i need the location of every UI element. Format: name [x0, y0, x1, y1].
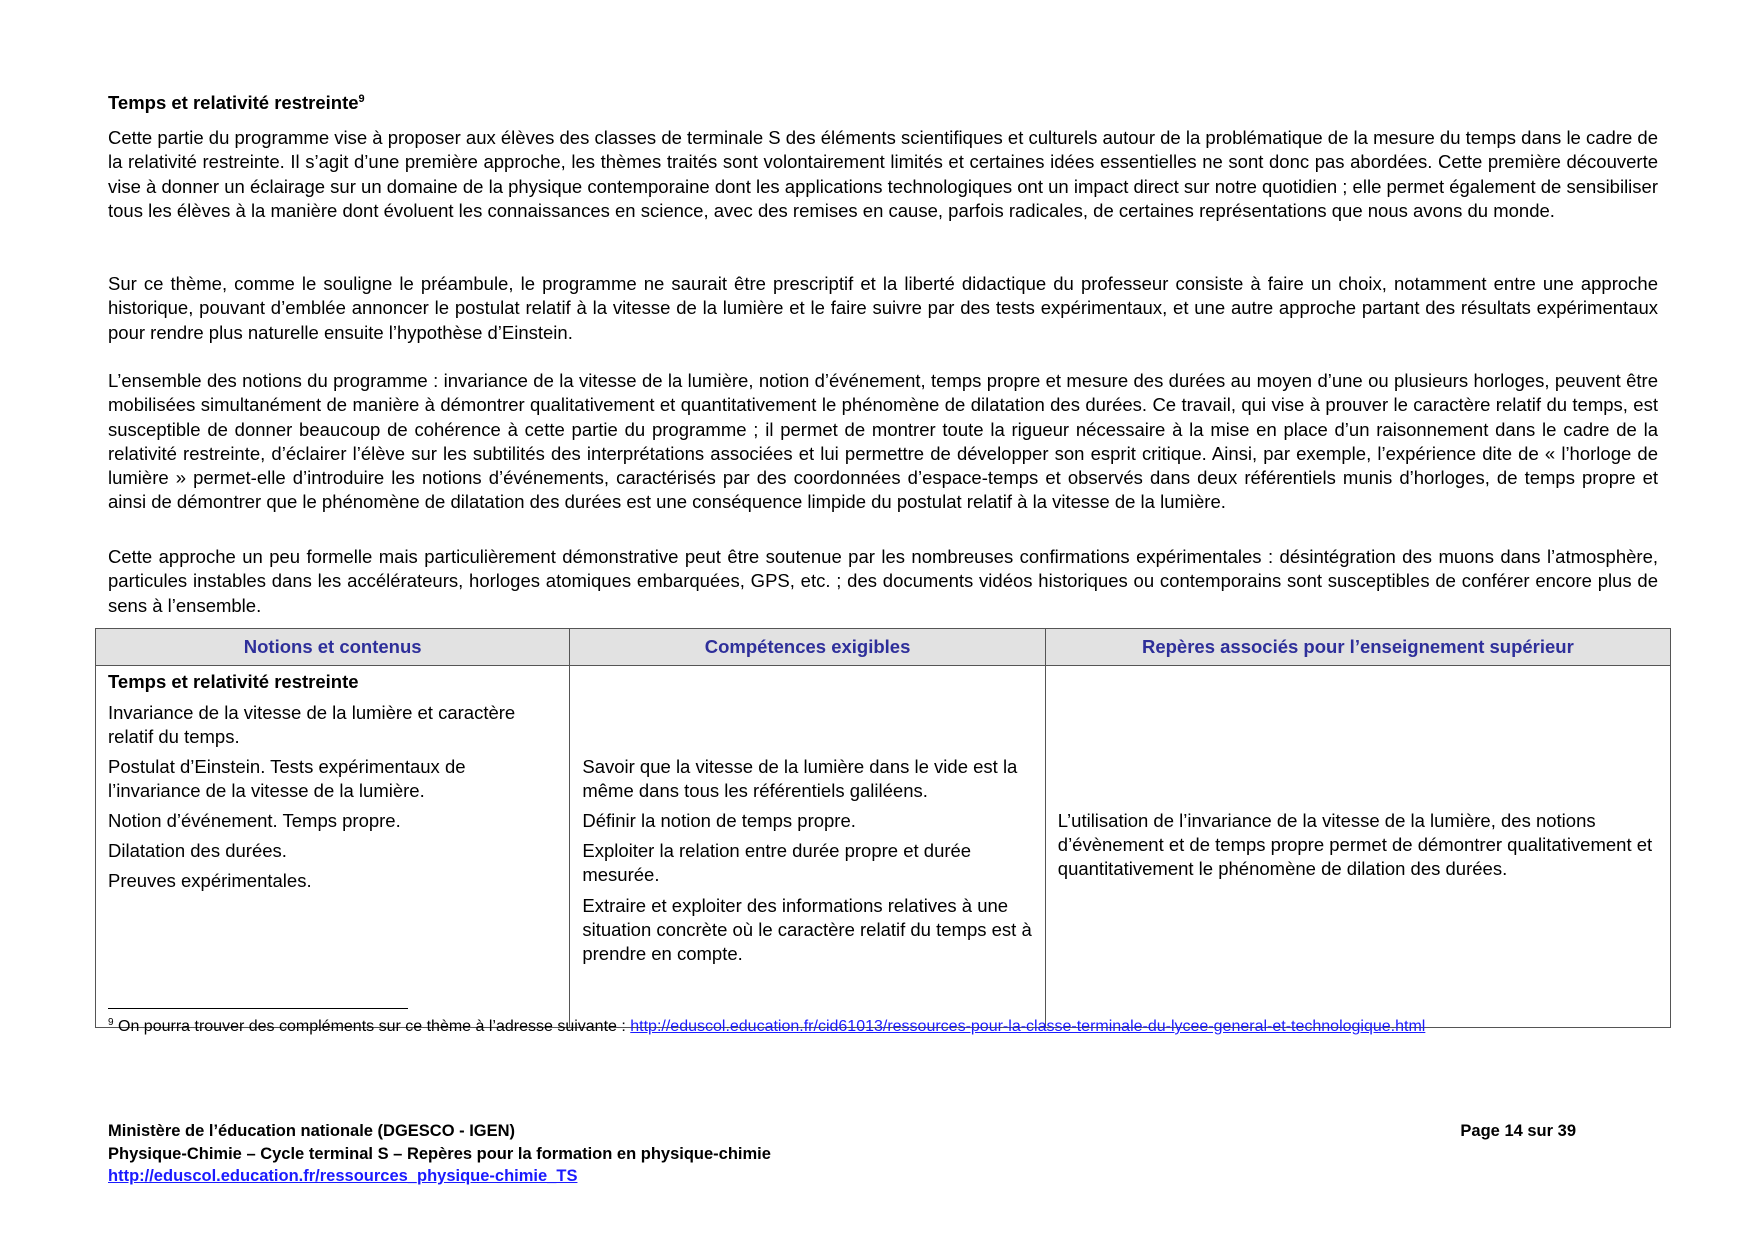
header-notions: Notions et contenus [96, 629, 570, 666]
notions-heading: Temps et relativité restreinte [108, 671, 359, 692]
footer-link[interactable]: http://eduscol.education.fr/ressources_physique-chimie_TS [108, 1167, 578, 1185]
paragraph-approach: Sur ce thème, comme le souligne le préambule, le programme ne saurait être prescriptif et la liberté didactique du professeur consiste à faire un choix, notamment entre une approche historique, pouvant d’emblée annoncer le postulat relatif à la vitesse de la lumière et le faire suivre par des tests expérimentaux, et une autre approche partant des résultats expérimentaux pour rendre plus naturelle ensuite l’hypothèse d’Einstein. [108, 273, 1658, 343]
page-footer [108, 1120, 771, 1188]
header-competences: Compétences exigibles [570, 629, 1045, 666]
paragraph-notions: L’ensemble des notions du programme : invariance de la vitesse de la lumière, notion d’événement, temps propre et mesure des durées au moyen d’une ou plusieurs horloges, peuvent être mobilisées simultanément de manière à démontrer qualitativement et quantitativement le phénomène de dilatation des durées. Ce travail, qui vise à prouver le caractère relatif du temps, est susceptible de donner beaucoup de cohérence à cette partie du programme ; il permet de montrer toute la rigueur nécessaire à la mise en place d’un raisonnement dans le cadre de la relativité restreinte, d’éclairer l’élève sur les subtilités des interprétations associées et lui permettre de développer son esprit critique. Ainsi, par exemple, l’expérience dite de « l’horloge de lumière » permet-elle d’introduire les notions d’événements, caractérisés par des coordonnées d’espace-temps et observés dans deux référentiels munis d’horloges, de temps propre et ainsi de démontrer que le phénomène de dilatation des durées est une conséquence limpide du postulat relatif à la vitesse de la lumière. [108, 370, 1658, 513]
footnote-number: 9 [108, 1017, 114, 1028]
program-table [95, 628, 1671, 1028]
footnote-reference[interactable]: 9 [358, 93, 365, 105]
section-title-text: Temps et relativité restreinte [108, 92, 359, 113]
cell-reperes [1045, 666, 1670, 1028]
competence-item: Définir la notion de temps propre. [582, 810, 856, 831]
competence-item: Extraire et exploiter des informations relatives à une situation concrète où le caractère relatif du temps est à prendre en compte. [582, 895, 1032, 964]
paragraph-confirmations: Cette approche un peu formelle mais particulièrement démonstrative peut être soutenue par les nombreuses confirmations expérimentales : désintégration des muons dans l’atmosphère, particules instables dans les accélérateurs, horloges atomiques embarquées, GPS, etc. ; des documents vidéos historiques ou contemporains sont susceptibles de conférer encore plus de sens à l’ensemble. [108, 546, 1658, 616]
footnote [108, 1016, 1608, 1038]
header-reperes: Repères associés pour l’enseignement supérieur [1045, 629, 1670, 666]
notion-item: Postulat d’Einstein. Tests expérimentaux de l’invariance de la vitesse de la lumière. [108, 756, 466, 801]
competence-item: Savoir que la vitesse de la lumière dans le vide est la même dans tous les référentiels galiléens. [582, 756, 1018, 801]
notion-item: Dilatation des durées. [108, 840, 287, 861]
footer-ministry: Ministère de l’éducation nationale (DGESCO - IGEN) [108, 1122, 516, 1140]
paragraph-intro: Cette partie du programme vise à proposer aux élèves des classes de terminale S des éléments scientifiques et culturels autour de la problématique de la mesure du temps dans le cadre de la relativité restreinte. Il s’agit d’une première approche, les thèmes traités sont volontairement limités et certaines idées essentielles ne sont donc pas abordées. Cette première découverte vise à donner un éclairage sur un domaine de la physique contemporaine dont les applications technologiques ont un impact direct sur notre quotidien ; elle permet également de sensibiliser tous les élèves à la manière dont évoluent les connaissances en science, avec des remises en cause, parfois radicales, de certaines représentations que nous avons du monde. [108, 127, 1658, 221]
cell-competences [570, 666, 1045, 1028]
competence-item: Exploiter la relation entre durée propre et durée mesurée. [582, 840, 972, 885]
notion-item: Notion d’événement. Temps propre. [108, 810, 401, 831]
cell-notions [96, 666, 570, 1028]
section-title [108, 92, 365, 114]
footnote-separator [108, 1008, 408, 1009]
footer-course: Physique-Chimie – Cycle terminal S – Repères pour la formation en physique-chimie [108, 1144, 771, 1163]
repere-item: L’utilisation de l’invariance de la vitesse de la lumière, des notions d’évènement et de temps propre permet de démontrer qualitativement et quantitativement le phénomène de dilation des durées. [1057, 810, 1653, 879]
footnote-text: On pourra trouver des compléments sur ce thème à l’adresse suivante : [118, 1018, 631, 1035]
table-row [96, 666, 1671, 1028]
page-number: Page 14 sur 39 [1460, 1122, 1576, 1140]
notion-item: Invariance de la vitesse de la lumière et caractère relatif du temps. [108, 702, 516, 747]
footnote-link[interactable]: http://eduscol.education.fr/cid61013/ressources-pour-la-classe-terminale-du-lycee-general-et-technologique.html [630, 1018, 1426, 1035]
notion-item: Preuves expérimentales. [108, 870, 312, 891]
table-header-row [96, 629, 1671, 666]
